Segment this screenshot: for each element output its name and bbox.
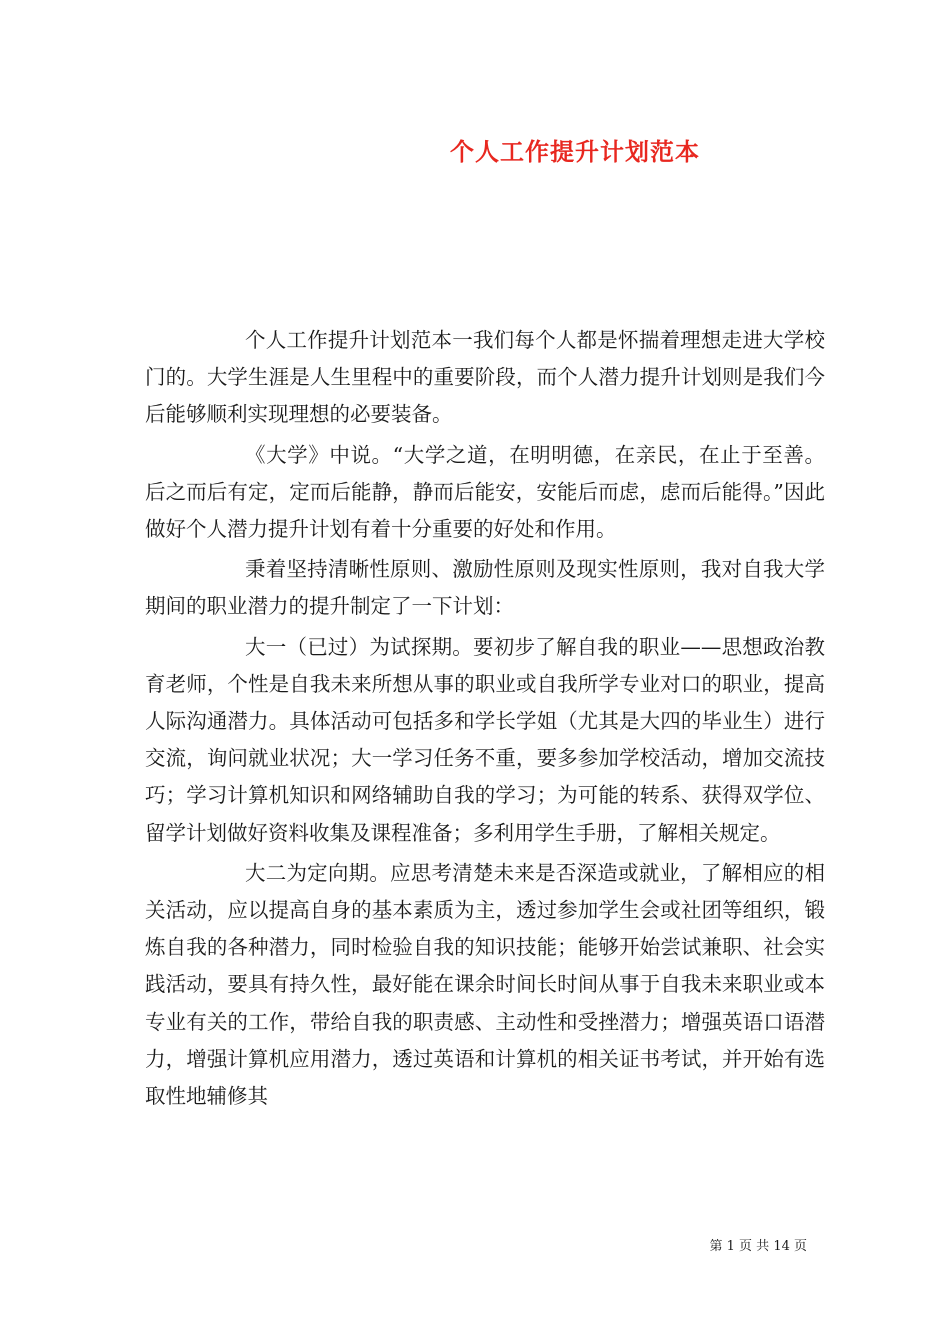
paragraph-2: 《大学》中说。“大学之道，在明明德，在亲民，在止于至善。后之而后有定，定而后能静，静而后能安，安能后而虑，虑而后能得。”因此做好个人潜力提升计划有着十分重要的好处和作用。 [145,442,825,542]
paragraph-3: 秉着坚持清晰性原则、激励性原则及现实性原则，我对自我大学期间的职业潜力的提升制定了一下计划： [145,557,825,619]
paragraph-1: 个人工作提升计划范本一我们每个人都是怀揣着理想走进大学校门的。大学生涯是人生里程中的重要阶段，而个人潜力提升计划则是我们今后能够顺利实现理想的必要装备。 [145,328,825,427]
paragraph-5: 大二为定向期。应思考清楚未来是否深造或就业，了解相应的相关活动，应以提高自身的基本素质为主，透过参加学生会或社团等组织，锻炼自我的各种潜力，同时检验自我的知识技能；能够开始尝试兼职、社会实践活动，要具有持久性，最好能在课余时间长时间从事于自我未来职业或本专业有关的工作，带给自我的职责感、主动性和受挫潜力；增强英语口语潜力，增强计算机应用潜力，透过英语和计算机的相关证书考试，并开始有选取性地辅修其 [145,860,825,1109]
document-body [145,322,825,1118]
paragraph-4: 大一（已过）为试探期。要初步了解自我的职业——思想政治教育老师，个性是自我未来所想从事的职业或自我所学专业对口的职业，提高人际沟通潜力。具体活动可包括多和学长学姐（尤其是大四的毕业生）进行交流，询问就业状况；大一学习任务不重，要多参加学校活动，增加交流技巧；学习计算机知识和网络辅助自我的学习；为可能的转系、获得双学位、留学计划做好资料收集及课程准备；多利用学生手册，了解相关规定。 [145,634,825,845]
page-number: 第 1 页 共 14 页 [709,1239,807,1254]
document-title: 个人工作提升计划范本 [450,137,700,166]
